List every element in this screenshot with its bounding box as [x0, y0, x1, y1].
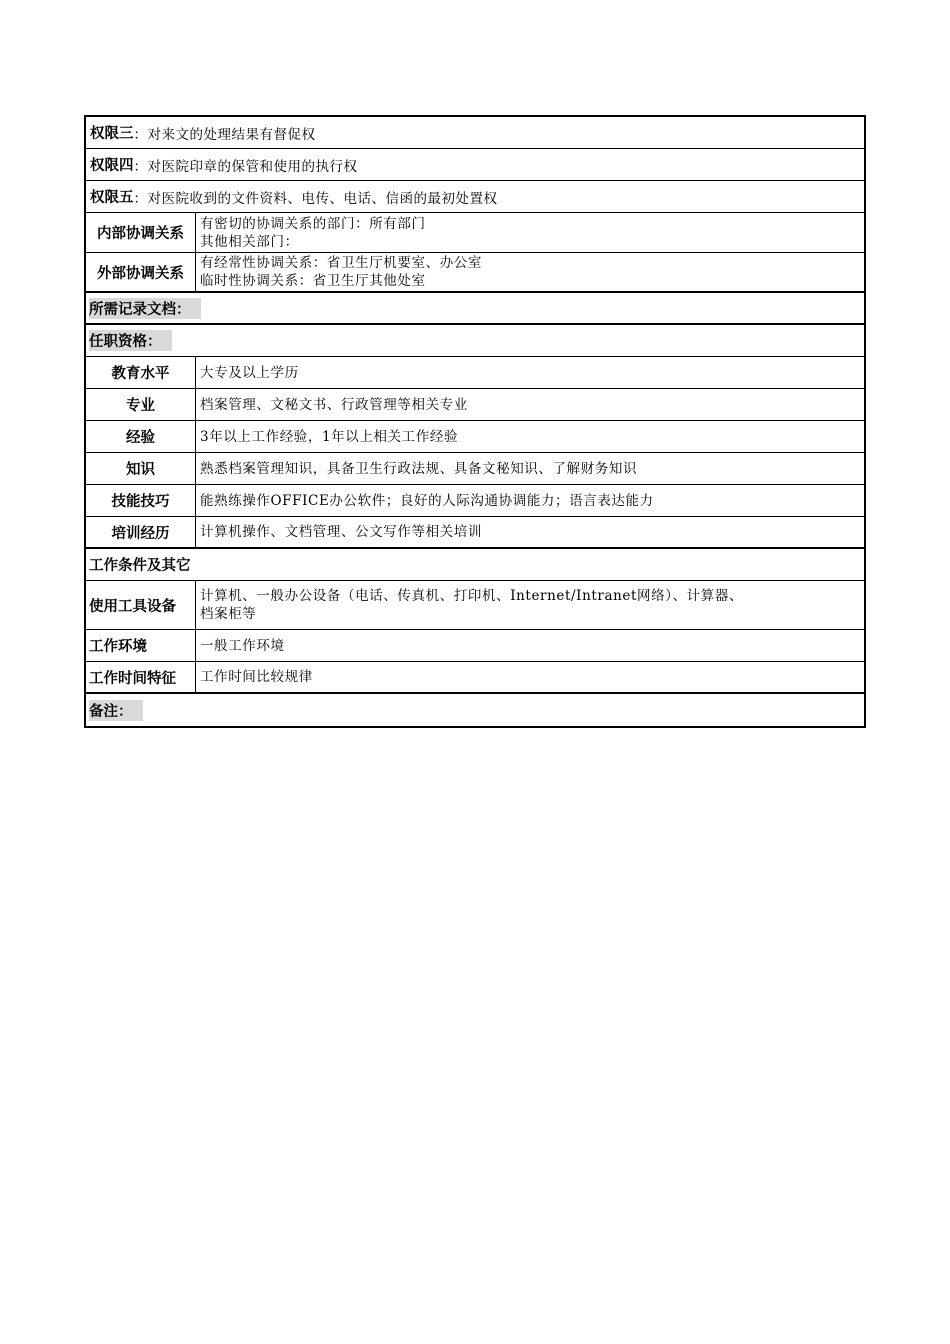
- qualification-value: 熟悉档案管理知识，具备卫生行政法规、具备文秘知识、了解财务知识: [200, 460, 638, 477]
- qualification-value: 计算机操作、文档管理、公文写作等相关培训: [200, 524, 482, 540]
- tools-key: 使用工具设备: [86, 581, 196, 629]
- authority-text: ：对来文的处理结果有督促权: [133, 126, 316, 143]
- environment-key: 工作环境: [86, 630, 196, 661]
- qualification-row: [86, 485, 864, 517]
- authority-label: 权限三: [90, 126, 134, 142]
- authority-text: ：对医院印章的保管和使用的执行权: [133, 158, 358, 175]
- qualification-row: [86, 517, 864, 549]
- authority-row: [86, 181, 864, 213]
- qualifications-section: [86, 325, 864, 357]
- tools-row: [86, 581, 864, 630]
- qualification-value: 能熟练操作OFFICE办公软件；良好的人际沟通协调能力；语言表达能力: [200, 492, 654, 509]
- qualification-key: 培训经历: [86, 517, 196, 547]
- qualification-key: 教育水平: [86, 357, 196, 388]
- environment-value: 一般工作环境: [200, 637, 285, 654]
- external-coordination-label: 外部协调关系: [86, 253, 196, 291]
- remarks-heading: 备注：: [89, 700, 143, 721]
- tools-value-line1: 计算机、一般办公设备（电话、传真机、打印机、Internet/Intranet网络）、计算器、: [200, 588, 744, 604]
- external-temporary-relations: 临时性协调关系：省卫生厅其他处室: [200, 273, 426, 289]
- qualification-row: [86, 357, 864, 389]
- authority-label: 权限四: [90, 158, 134, 174]
- environment-row: [86, 630, 864, 662]
- qualification-key: 专业: [86, 389, 196, 420]
- internal-coordination-label: 内部协调关系: [86, 213, 196, 252]
- authority-row: [86, 149, 864, 181]
- records-section: [86, 293, 864, 325]
- internal-coordination-row: [86, 213, 864, 253]
- conditions-section: [86, 549, 864, 581]
- internal-other-departments: 其他相关部门：: [200, 233, 299, 250]
- authority-label: 权限五: [90, 190, 134, 206]
- job-description-table: [84, 115, 866, 728]
- work-time-key: 工作时间特征: [86, 662, 196, 692]
- conditions-heading: 工作条件及其它: [89, 558, 191, 574]
- authority-text: ：对医院收到的文件资料、电传、电话、信函的最初处置权: [133, 190, 498, 207]
- qualification-value: 3年以上工作经验，1年以上相关工作经验: [200, 428, 459, 445]
- authority-row: [86, 117, 864, 149]
- records-heading: 所需记录文档：: [89, 298, 201, 319]
- qualification-key: 技能技巧: [86, 485, 196, 516]
- remarks-section: [86, 694, 864, 726]
- work-time-value: 工作时间比较规律: [200, 669, 313, 685]
- qualification-key: 经验: [86, 421, 196, 452]
- work-time-row: [86, 662, 864, 694]
- external-coordination-row: [86, 253, 864, 293]
- qualification-row: [86, 389, 864, 421]
- external-regular-relations: 有经常性协调关系：省卫生厅机要室、办公室: [200, 255, 482, 271]
- tools-value-line2: 档案柜等: [200, 606, 257, 622]
- qualification-row: [86, 453, 864, 485]
- qualification-value: 档案管理、文秘文书、行政管理等相关专业: [200, 396, 468, 413]
- qualification-key: 知识: [86, 453, 196, 484]
- qualifications-heading: 任职资格：: [89, 330, 172, 351]
- qualification-row: [86, 421, 864, 453]
- internal-close-departments: 有密切的协调关系的部门：所有部门: [200, 215, 426, 232]
- qualification-value: 大专及以上学历: [200, 364, 299, 381]
